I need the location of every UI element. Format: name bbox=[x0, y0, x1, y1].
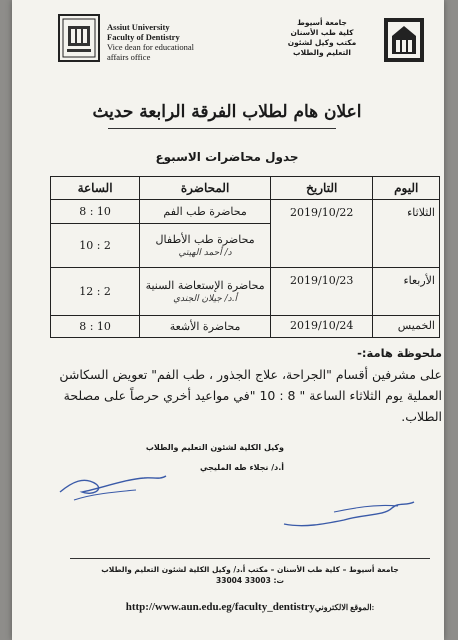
header-time: الساعة bbox=[51, 177, 140, 200]
date-cell: 2019/10/22 bbox=[271, 200, 373, 268]
lecturer-signature: أ.د/ جيلان الجندي bbox=[173, 294, 238, 304]
signatory-name: أ.د/ نجلاء طه المليجي bbox=[200, 463, 284, 472]
faculty-name-en: Faculty of Dentistry bbox=[107, 32, 180, 42]
important-note bbox=[52, 346, 442, 427]
day-cell: الخميس bbox=[373, 316, 440, 338]
office-line2-en: affairs office bbox=[107, 52, 151, 62]
footer-website bbox=[52, 601, 444, 613]
office-line1-en: Vice dean for educational bbox=[107, 42, 195, 52]
time-cell: 10 : 8 bbox=[51, 316, 140, 338]
website-url[interactable]: http://www.aun.edu.eg/faculty_dentistry bbox=[125, 601, 315, 613]
footer-divider bbox=[70, 558, 430, 559]
office-line1-ar: مكتب وكيل لشئون bbox=[287, 38, 357, 47]
note-title: ملحوظة هامة:- bbox=[357, 346, 442, 360]
header-date: التاريخ bbox=[271, 177, 373, 200]
announcement-title: اعلان هام لطلاب الفرقة الرابعة حديث bbox=[92, 102, 362, 122]
table-header-row bbox=[51, 177, 440, 200]
day-cell: الأربعاء bbox=[373, 268, 440, 316]
lecture-name: محاضرة الأشعة bbox=[169, 320, 241, 333]
handwritten-signature-right bbox=[274, 494, 424, 534]
note-body bbox=[52, 364, 442, 427]
note-line: على مشرفين أقسام "الجراحة، علاج الجذور ، طب الفم" تعويض السكاشن bbox=[59, 367, 442, 382]
footer-phone: ت: 33003 33004 bbox=[216, 576, 284, 585]
lecture-name: محاضرة طب الأطفال bbox=[155, 233, 255, 246]
time-cell: 10 : 8 bbox=[51, 200, 140, 224]
lecture-name: محاضرة طب الفم bbox=[163, 205, 247, 218]
faculty-name-ar: كلية طب الأسنان bbox=[290, 28, 354, 37]
handwritten-signature bbox=[52, 462, 172, 506]
website-label: الموقع الالكتروني: bbox=[314, 603, 375, 612]
footer-address: جامعة أسيوط – كلية طب الأسنان – مكتب أ.د/ وكيل الكلية لشئون التعليم والطلاب bbox=[101, 565, 399, 574]
university-name-ar: جامعة أسيوط bbox=[297, 18, 347, 27]
office-line2-ar: التعليم والطلاب bbox=[293, 48, 351, 57]
lecture-schedule-table bbox=[50, 176, 440, 338]
document-page bbox=[12, 0, 444, 640]
time-cell: 2 : 12 bbox=[51, 268, 140, 316]
header-lecture: المحاضرة bbox=[140, 177, 271, 200]
lecture-cell bbox=[140, 200, 271, 224]
header-english bbox=[107, 22, 227, 62]
note-line: العملية يوم الثلاثاء الساعة " 8 : 10 "في مواعيد أخري حرصاً على مصلحة bbox=[63, 388, 442, 403]
lecture-cell bbox=[140, 316, 271, 338]
schedule-title: جدول محاضرات الاسبوع bbox=[155, 150, 299, 164]
lecture-cell bbox=[140, 268, 271, 316]
footer bbox=[52, 564, 444, 586]
signatory-role: وكيل الكلية لشئون التعليم والطلاب bbox=[145, 443, 284, 452]
table-row bbox=[51, 316, 440, 338]
lecture-cell bbox=[140, 224, 271, 268]
note-line: الطلاب. bbox=[401, 409, 442, 424]
faculty-logo bbox=[380, 14, 428, 66]
day-cell: الثلاثاء bbox=[373, 200, 440, 268]
header-arabic bbox=[272, 18, 372, 58]
lecture-name: محاضرة الإستعاضة السنية bbox=[145, 279, 265, 292]
university-name-en: Assiut University bbox=[107, 22, 170, 32]
table-row bbox=[51, 200, 440, 224]
header-day: اليوم bbox=[373, 177, 440, 200]
time-cell: 2 : 10 bbox=[51, 224, 140, 268]
title-underline bbox=[108, 128, 336, 129]
table-row bbox=[51, 268, 440, 316]
lecturer-signature: د/ أحمد الهيتي bbox=[178, 248, 232, 258]
date-cell: 2019/10/24 bbox=[271, 316, 373, 338]
university-logo bbox=[56, 12, 102, 64]
date-cell: 2019/10/23 bbox=[271, 268, 373, 316]
